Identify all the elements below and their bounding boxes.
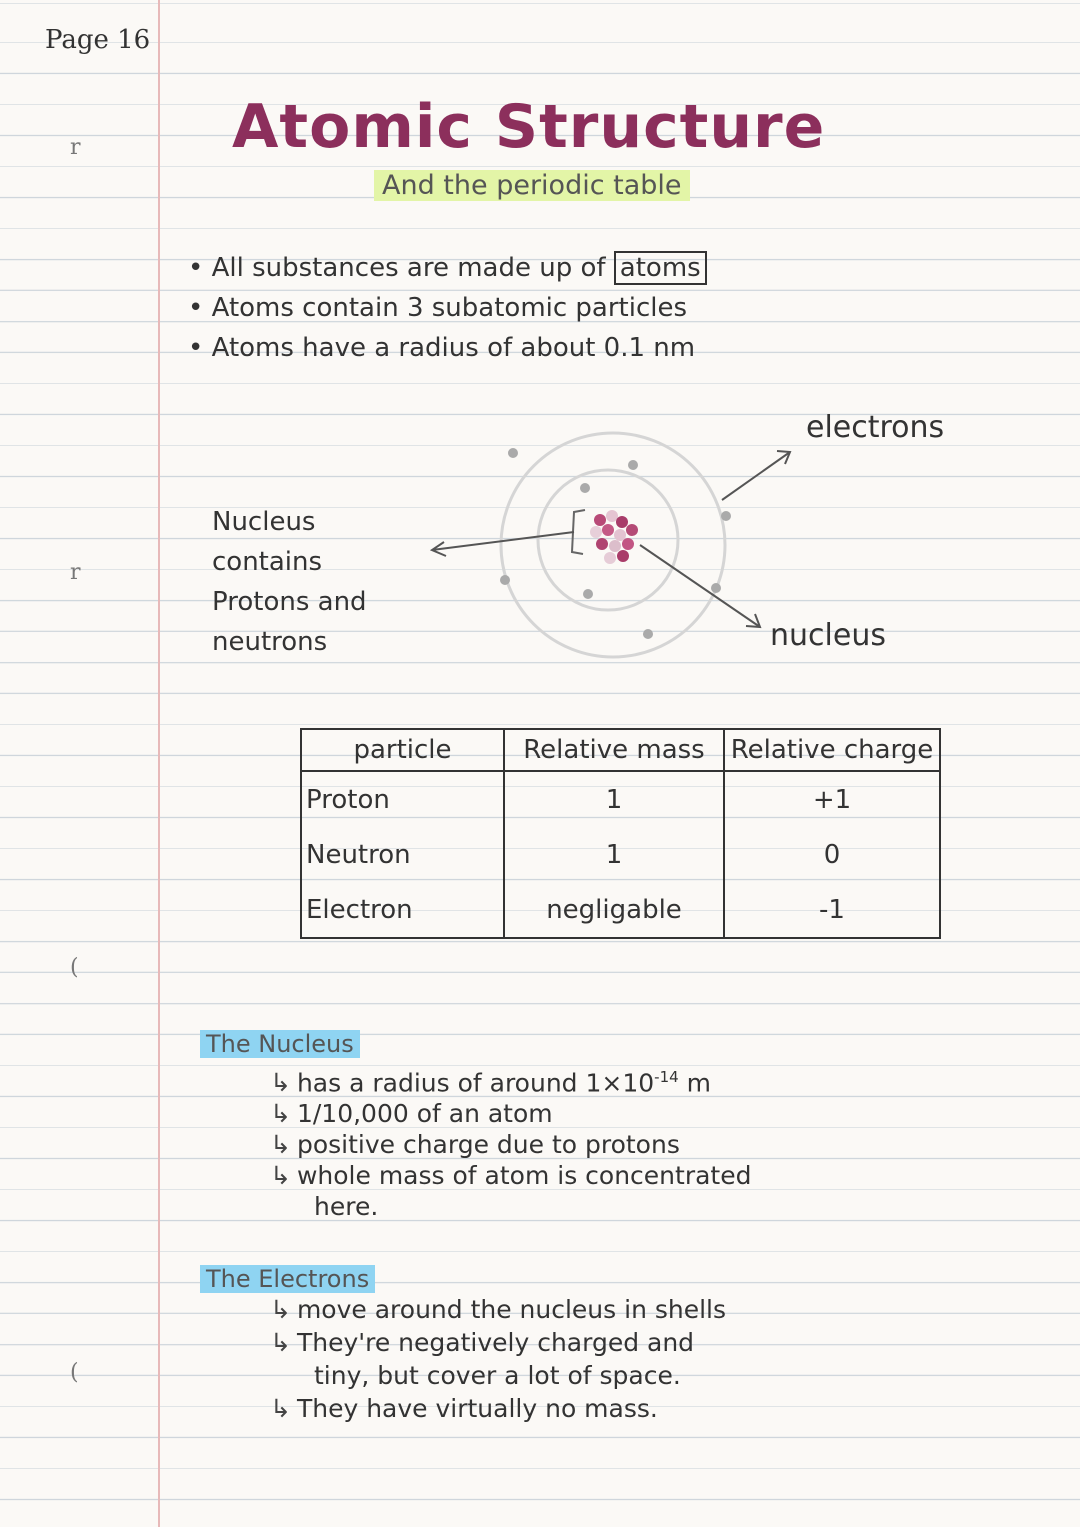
- electron-dot: [508, 448, 518, 458]
- punch-hole-mark: (: [70, 1360, 79, 1385]
- arrow-icon: ↳: [270, 1328, 291, 1357]
- bullet-item: • Atoms contain 3 subatomic particles: [188, 293, 688, 323]
- atom-diagram: [0, 0, 1080, 720]
- note-line: ↳ 1/10,000 of an atom: [270, 1099, 553, 1129]
- note-line: ↳ has a radius of around $1\times 10^{-14}$ m: [270, 1068, 711, 1098]
- electron-dot: [628, 460, 638, 470]
- header-particle: particle: [302, 730, 504, 771]
- table-row: Proton 1 +1: [302, 771, 939, 828]
- electron-pointer-line: [722, 452, 790, 500]
- bullet-icon: •: [188, 253, 204, 283]
- bullet-icon: •: [188, 293, 204, 323]
- arrow-icon: ↳: [270, 1394, 291, 1423]
- page-number: Page 16: [45, 25, 151, 55]
- header-relative-charge: Relative charge: [724, 730, 939, 771]
- punch-hole-mark: r: [70, 560, 81, 585]
- nucleus-cluster: [590, 510, 638, 564]
- particle-table: [300, 728, 941, 939]
- punch-hole-mark: r: [70, 135, 81, 160]
- arrow-icon: ↳: [270, 1099, 291, 1129]
- note-line: ↳ positive charge due to protons: [270, 1130, 680, 1160]
- label-nucleus-contents: Nucleus contains Protons and neutrons: [212, 507, 367, 657]
- note-line: ↳ They have virtually no mass.: [270, 1394, 658, 1423]
- arrow-icon: ↳: [270, 1068, 291, 1098]
- note-line: ↳ move around the nucleus in shells: [270, 1295, 727, 1324]
- electron-dot: [721, 511, 731, 521]
- table-header-row: [302, 730, 939, 771]
- note-continuation: here.: [314, 1192, 379, 1222]
- bullet-item: • Atoms have a radius of about 0.1 nm: [188, 333, 696, 363]
- bullet-icon: •: [188, 333, 204, 363]
- nucleus-heading: The Nucleus: [200, 1030, 360, 1058]
- bullet-item: • All substances are made up of atoms: [188, 248, 707, 288]
- electron-dot: [580, 483, 590, 493]
- label-electrons: electrons: [806, 410, 945, 445]
- page-subtitle: And the periodic table: [374, 170, 690, 201]
- electron-notes: [270, 1293, 726, 1425]
- boxed-word: atoms: [614, 251, 707, 285]
- table-row: Electron negligable -1: [302, 882, 939, 937]
- arrow-icon: ↳: [270, 1130, 291, 1160]
- electron-dot: [583, 589, 593, 599]
- note-line: ↳ They're negatively charged and: [270, 1328, 695, 1357]
- electrons-heading: The Electrons: [200, 1265, 375, 1293]
- table-row: Neutron 1 0: [302, 828, 939, 883]
- electron-dot: [500, 575, 510, 585]
- electron-dot: [711, 583, 721, 593]
- arrow-icon: ↳: [270, 1295, 291, 1324]
- inner-electron-shell: [538, 470, 678, 610]
- electron-dot: [643, 629, 653, 639]
- label-nucleus: nucleus: [770, 618, 886, 653]
- header-relative-mass: Relative mass: [504, 730, 724, 771]
- nucleus-pointer-line: [432, 532, 574, 550]
- arrow-icon: ↳: [270, 1161, 291, 1191]
- note-continuation: tiny, but cover a lot of space.: [314, 1361, 681, 1390]
- punch-hole-mark: (: [70, 955, 79, 980]
- note-line: ↳ whole mass of atom is concentrated: [270, 1161, 752, 1191]
- page-title: Atomic Structure: [232, 92, 826, 162]
- nucleus-notes: [270, 1062, 751, 1222]
